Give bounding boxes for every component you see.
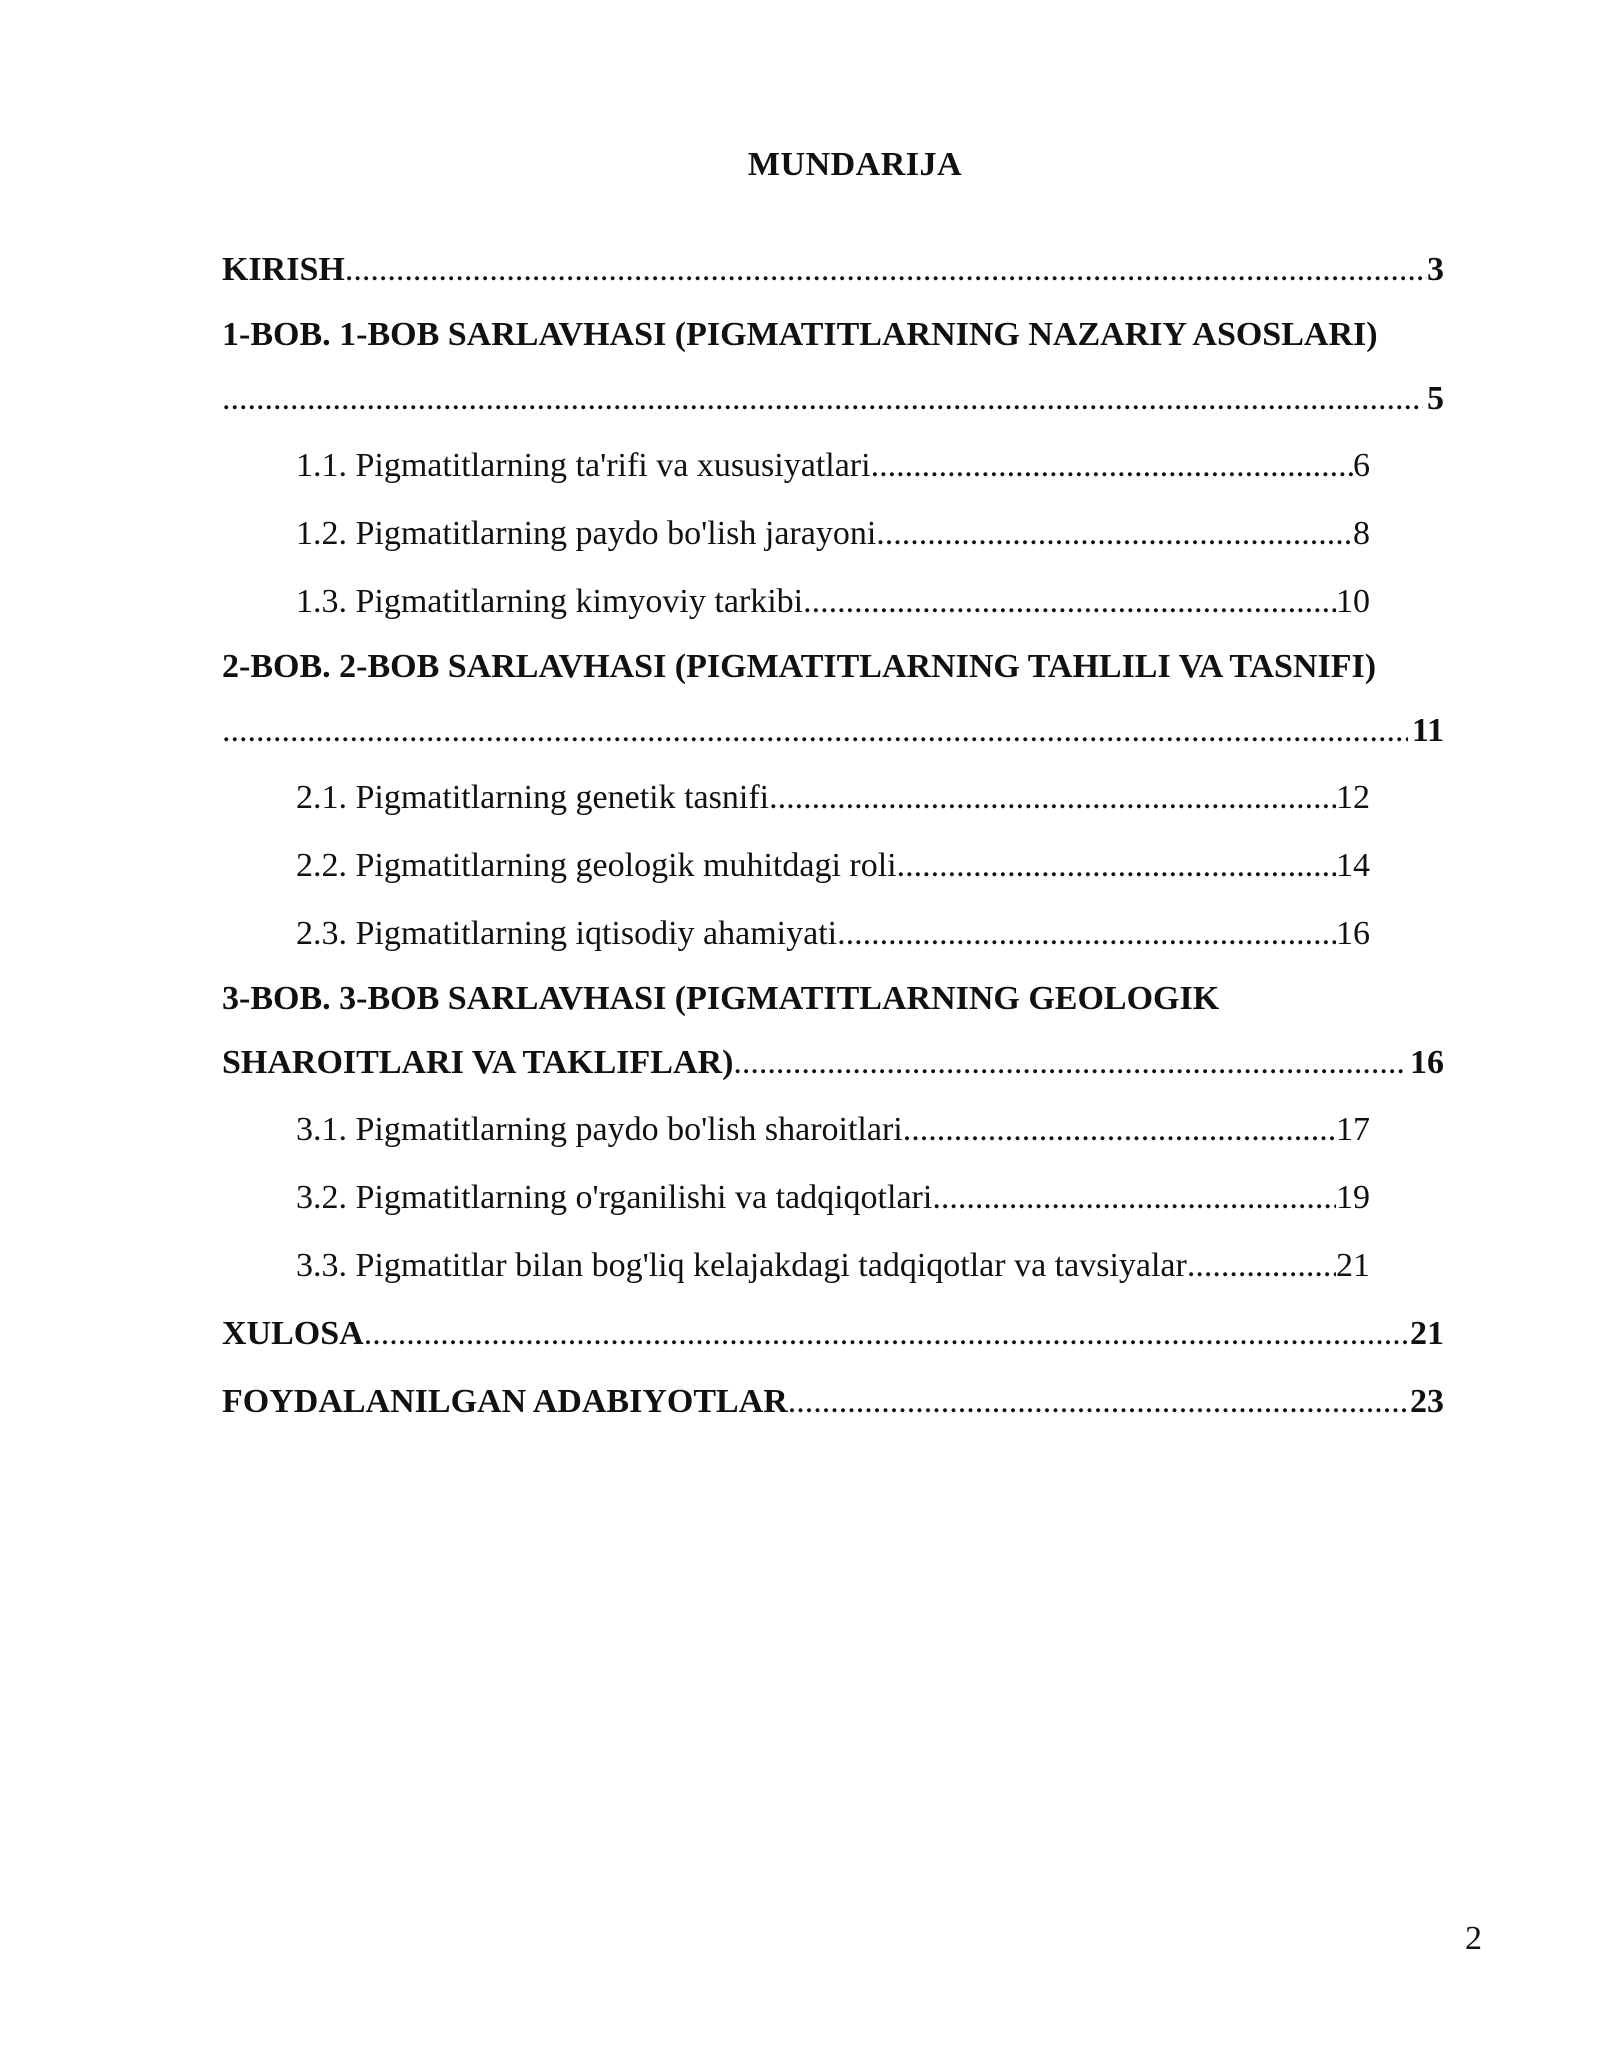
toc-entry-label: 1.1. Pigmatitlarning ta'rifi va xususiyatlari (296, 447, 871, 484)
toc-entry-chapter2-leader (222, 698, 1444, 764)
toc-subsection-group-1 (222, 432, 1370, 636)
toc-entry-chapter1[interactable] (222, 304, 1444, 366)
toc-entry-page: 12 (1336, 779, 1370, 816)
toc-entry-page: 14 (1336, 847, 1370, 884)
dot-leader (733, 1030, 1406, 1096)
toc-entry-page: 6 (1353, 447, 1370, 484)
toc-entry-chapter3[interactable] (222, 968, 1444, 1030)
toc-entry-intro[interactable] (222, 236, 1444, 304)
toc-entry-label: 2.3. Pigmatitlarning iqtisodiy ahamiyati (296, 915, 838, 952)
dot-leader (837, 900, 1336, 968)
toc-entry-label: 1-BOB. 1-BOB SARLAVHASI (PIGMATITLARNING NAZARIY ASOSLARI) (222, 316, 1378, 353)
table-of-contents (222, 236, 1444, 1436)
toc-entry-label-continued: SHAROITLARI VA TAKLIFLAR) (222, 1044, 734, 1081)
dot-leader (1187, 1232, 1336, 1300)
page-title: MUNDARIJA (747, 146, 963, 183)
dot-leader (788, 1368, 1410, 1436)
toc-entry-page: 21 (1336, 1247, 1370, 1284)
toc-entry-2-3[interactable] (222, 900, 1370, 968)
dot-leader (903, 1096, 1336, 1164)
toc-entry-3-3[interactable] (222, 1232, 1370, 1300)
page-number: 2 (1465, 1920, 1482, 1957)
toc-entry-page: 11 (1411, 712, 1444, 749)
toc-entry-1-3[interactable] (222, 568, 1370, 636)
toc-entry-page: 5 (1427, 380, 1444, 417)
toc-entry-page: 10 (1336, 583, 1370, 620)
toc-entry-chapter3-leader (222, 1030, 1444, 1096)
dot-leader (932, 1164, 1336, 1232)
toc-entry-label: 3-BOB. 3-BOB SARLAVHASI (PIGMATITLARNING GEOLOGIK (222, 980, 1220, 1017)
toc-entry-1-2[interactable] (222, 500, 1370, 568)
toc-entry-label: 2-BOB. 2-BOB SARLAVHASI (PIGMATITLARNING TAHLILI VA TASNIFI) (222, 648, 1377, 685)
toc-entry-page: 23 (1410, 1383, 1444, 1420)
dot-leader (222, 698, 1408, 764)
toc-entry-label: XULOSA (222, 1315, 364, 1352)
toc-entry-page: 8 (1353, 515, 1370, 552)
toc-entry-1-1[interactable] (222, 432, 1370, 500)
toc-entry-chapter2[interactable] (222, 636, 1444, 698)
dot-leader (364, 1300, 1410, 1368)
toc-entry-page: 21 (1410, 1315, 1444, 1352)
toc-entry-chapter1-leader (222, 366, 1444, 432)
toc-entry-label: 3.2. Pigmatitlarning o'rganilishi va tadqiqotlari (296, 1179, 933, 1216)
toc-entry-conclusion[interactable] (222, 1300, 1444, 1368)
toc-subsection-group-2 (222, 764, 1370, 968)
toc-entry-label: 3.1. Pigmatitlarning paydo bo'lish sharoitlari (296, 1111, 903, 1148)
toc-entry-label: 1.3. Pigmatitlarning kimyoviy tarkibi (296, 583, 804, 620)
toc-entry-label: KIRISH (222, 251, 345, 288)
toc-entry-label: 3.3. Pigmatitlar bilan bog'liq kelajakdagi tadqiqotlar va tavsiyalar (296, 1247, 1187, 1284)
dot-leader (345, 236, 1427, 304)
toc-entry-label: 1.2. Pigmatitlarning paydo bo'lish jarayoni (296, 515, 877, 552)
dot-leader (769, 764, 1336, 832)
dot-leader (803, 568, 1336, 636)
toc-subsection-group-3 (222, 1096, 1370, 1300)
dot-leader (871, 432, 1353, 500)
toc-entry-page: 17 (1336, 1111, 1370, 1148)
toc-entry-page: 3 (1427, 251, 1444, 288)
toc-entry-2-1[interactable] (222, 764, 1370, 832)
toc-entry-label: FOYDALANILGAN ADABIYOTLAR (222, 1383, 788, 1420)
toc-entry-page: 19 (1336, 1179, 1370, 1216)
toc-entry-3-2[interactable] (222, 1164, 1370, 1232)
dot-leader (897, 832, 1336, 900)
toc-entry-label: 2.2. Pigmatitlarning geologik muhitdagi roli (296, 847, 897, 884)
toc-entry-page: 16 (1336, 915, 1370, 952)
dot-leader (222, 366, 1423, 432)
toc-entry-references[interactable] (222, 1368, 1444, 1436)
toc-entry-3-1[interactable] (222, 1096, 1370, 1164)
toc-entry-2-2[interactable] (222, 832, 1370, 900)
toc-entry-page: 16 (1410, 1044, 1444, 1081)
dot-leader (876, 500, 1353, 568)
toc-entry-label: 2.1. Pigmatitlarning genetik tasnifi (296, 779, 770, 816)
